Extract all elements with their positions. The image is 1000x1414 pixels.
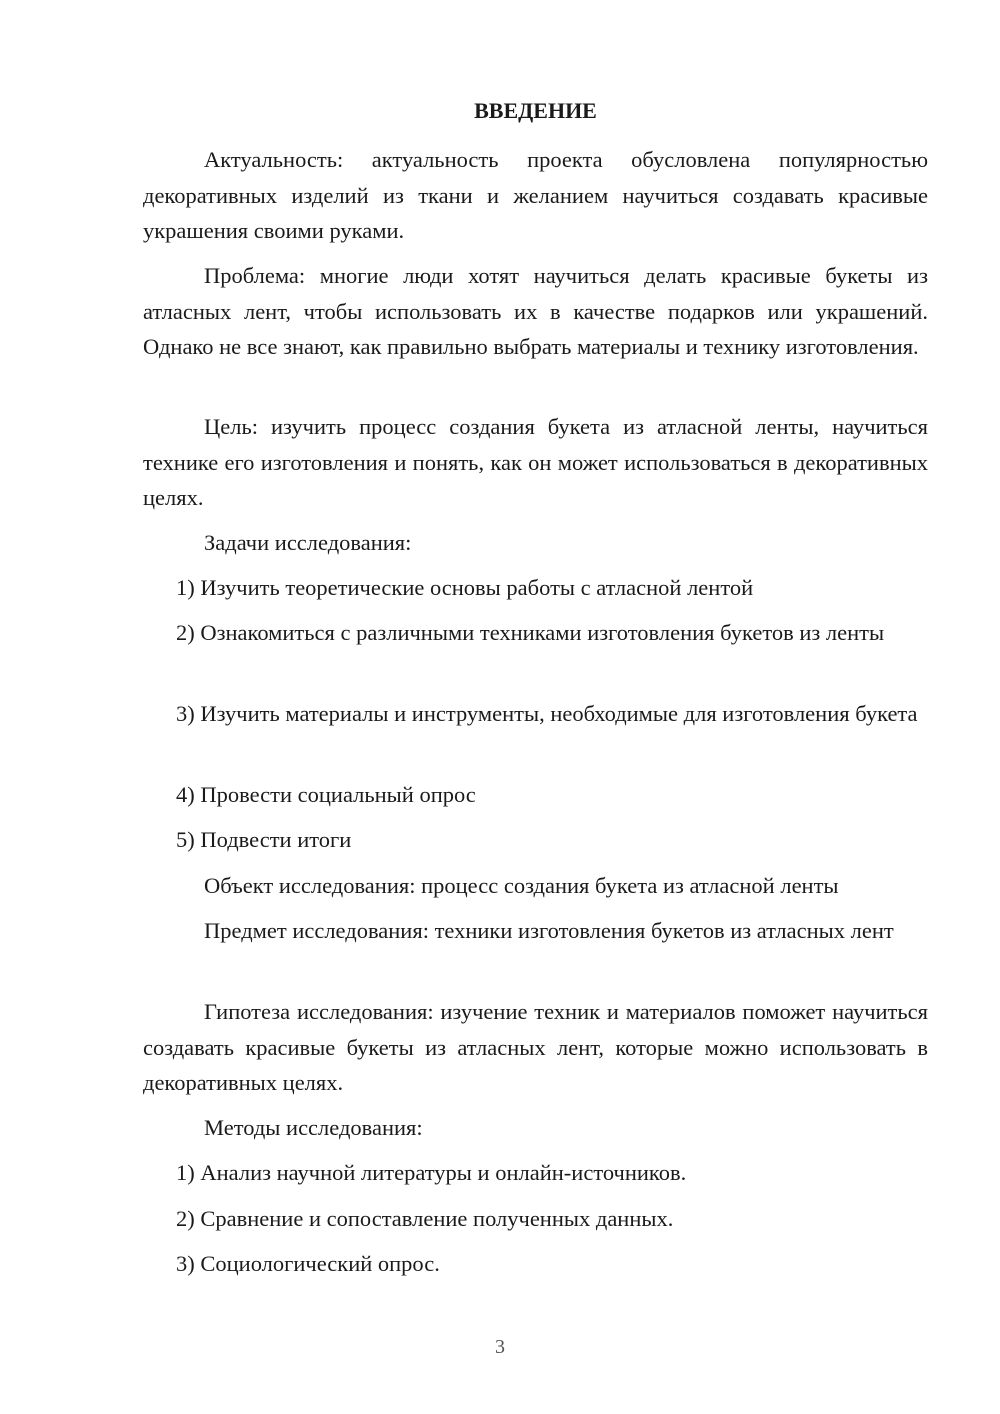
method-item: 3) Социологический опрос.: [176, 1251, 440, 1276]
method-item: 2) Сравнение и сопоставление полученных данных.: [176, 1206, 674, 1231]
tasks-heading: Задачи исследования:: [204, 530, 412, 555]
task-item: 5) Подвести итоги: [176, 827, 352, 852]
page-title: ВВЕДЕНИЕ: [474, 98, 597, 123]
subject-paragraph: Предмет исследования: техники изготовления букетов из атласных лент: [204, 918, 894, 943]
task-item: 3) Изучить материалы и инструменты, необходимые для изготовления букета: [176, 701, 918, 726]
methods-heading: Методы исследования:: [204, 1115, 423, 1140]
task-item: 1) Изучить теоретические основы работы с атласной лентой: [176, 575, 754, 600]
object-paragraph: Объект исследования: процесс создания букета из атласной ленты: [204, 873, 839, 898]
document-page: [143, 0, 928, 1414]
task-item: 4) Провести социальный опрос: [176, 782, 476, 807]
hypothesis-paragraph: Гипотеза исследования: изучение техник и материалов поможет научиться создавать красивые букеты из атласных лент, которые можно использовать в декоративных целях.: [143, 999, 928, 1095]
relevance-paragraph: Актуальность: актуальность проекта обусловлена популярностью декоративных изделий из ткани и желанием научиться создавать красивые украшения своими руками.: [143, 147, 928, 243]
goal-paragraph: Цель: изучить процесс создания букета из атласной ленты, научиться технике его изготовления и понять, как он может использоваться в декоративных целях.: [143, 414, 928, 510]
method-item: 1) Анализ научной литературы и онлайн-источников.: [176, 1160, 687, 1185]
task-item: 2) Ознакомиться с различными техниками изготовления букетов из ленты: [176, 620, 885, 645]
page-number: 3: [495, 1336, 505, 1358]
problem-paragraph: Проблема: многие люди хотят научиться делать красивые букеты из атласных лент, чтобы использовать их в качестве подарков или украшений. Однако не все знают, как правильно выбрать материалы и технику изготовления.: [143, 263, 928, 359]
